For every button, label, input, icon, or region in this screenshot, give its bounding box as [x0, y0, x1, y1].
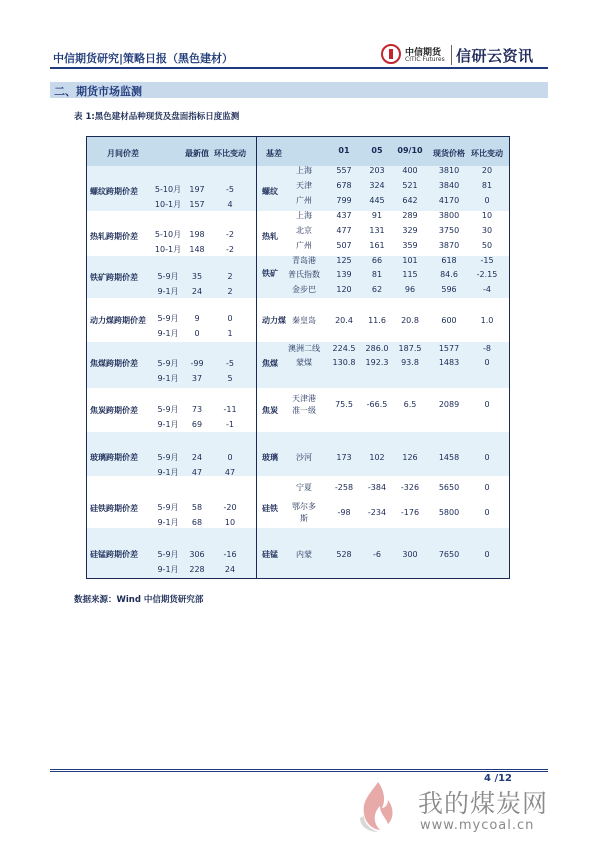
table-cell: 642 — [402, 196, 418, 205]
table-cell: 161 — [369, 241, 385, 250]
spread-name: 铁矿跨期价差 — [90, 273, 138, 282]
table-cell: 1458 — [438, 453, 460, 462]
table-cell: 3870 — [438, 241, 460, 250]
table-cell: 75.5 — [335, 400, 353, 409]
table-cell: 101 — [402, 256, 418, 265]
table-cell: 5 — [227, 374, 233, 383]
table-cell: 20.8 — [401, 316, 419, 325]
table-cell: 5800 — [438, 508, 460, 517]
basis-location: 金步巴 — [292, 285, 316, 294]
table-cell: -1 — [226, 420, 234, 429]
spread-name: 焦炭跨期价差 — [90, 406, 138, 415]
basis-location: 沙河 — [296, 453, 312, 462]
basis-location: 天津 — [296, 181, 312, 190]
table-cell: 7650 — [438, 550, 460, 559]
table-cell: -384 — [367, 483, 387, 492]
table-cell: 228 — [189, 565, 205, 574]
table-cell: -176 — [400, 508, 420, 517]
citic-logo — [381, 44, 447, 66]
table-cell: 0 — [484, 453, 490, 462]
section-title: 二、期货市场监测 — [54, 85, 142, 98]
logo-divider — [451, 45, 452, 65]
basis-name: 玻璃 — [262, 453, 278, 462]
table-cell: -326 — [400, 483, 420, 492]
basis-location: 普氏指数 — [288, 270, 320, 279]
spread-name: 动力煤跨期价差 — [90, 316, 146, 325]
table-cell: 0 — [484, 508, 490, 517]
table-cell: -11 — [223, 405, 237, 414]
table-cell: 5-9月 — [157, 272, 179, 281]
table-cell: 3750 — [438, 226, 460, 235]
basis-location: 青岛港 — [292, 256, 316, 265]
basis-location: 鄂尔多 — [292, 502, 316, 511]
basis-name: 动力煤 — [262, 316, 286, 325]
table-cell: 4 — [227, 200, 233, 209]
footer-rule — [50, 769, 548, 770]
table-cell: 37 — [191, 374, 203, 383]
footer-rule-2 — [50, 771, 548, 772]
basis-location: 澳洲二线 — [288, 344, 320, 353]
table-cell: 130.8 — [332, 358, 356, 367]
table-cell: 5-10月 — [154, 185, 182, 194]
table-cell: 0 — [484, 358, 490, 367]
table-cell: 102 — [369, 453, 385, 462]
table-cell: 0 — [484, 483, 490, 492]
table-cell: 81 — [371, 270, 383, 279]
table-cell: 10 — [224, 518, 236, 527]
table-cell: 91 — [371, 211, 383, 220]
table-cell: 1577 — [438, 344, 460, 353]
table-cell: 20 — [481, 166, 493, 175]
table-cell: -4 — [483, 285, 491, 294]
header-spot-price: 现货价格 — [433, 149, 465, 158]
table-cell: 600 — [441, 316, 457, 325]
table-cell: 521 — [402, 181, 418, 190]
table-cell: -20 — [223, 503, 237, 512]
table-cell: 289 — [402, 211, 418, 220]
table-cell: 197 — [189, 185, 205, 194]
table-cell: 678 — [336, 181, 352, 190]
header-latest: 最新值 — [185, 149, 209, 158]
table-cell: 203 — [369, 166, 385, 175]
table-cell: 126 — [402, 453, 418, 462]
table-cell: 5-9月 — [157, 453, 179, 462]
table-cell: 9-1月 — [157, 329, 179, 338]
table-cell: 96 — [404, 285, 416, 294]
table-cell: 507 — [336, 241, 352, 250]
table-cell: -2 — [226, 245, 234, 254]
table-cell: 9-1月 — [157, 518, 179, 527]
table-cell: 68 — [191, 518, 203, 527]
table-cell: 0 — [227, 314, 233, 323]
logo-cn: 中信期货 — [405, 48, 442, 58]
table-cell: 157 — [189, 200, 205, 209]
basis-location: 广州 — [296, 196, 312, 205]
table-cell: 224.5 — [332, 344, 356, 353]
table-cell: 0 — [227, 453, 233, 462]
table-cell: 0 — [194, 329, 200, 338]
basis-name: 热轧 — [262, 232, 278, 241]
table-cell: 596 — [441, 285, 457, 294]
table-cell: 10-1月 — [154, 245, 182, 254]
spread-name: 玻璃跨期价差 — [90, 453, 138, 462]
basis-location: 上海 — [296, 211, 312, 220]
table-cell: 359 — [402, 241, 418, 250]
table-caption: 表 1:黑色建材品种现货及盘面指标日度监测 — [74, 112, 240, 122]
section-banner — [50, 82, 548, 98]
citic-logo-icon — [381, 44, 401, 64]
table-cell: 115 — [402, 270, 418, 279]
basis-name: 硅铁 — [262, 504, 278, 513]
table-cell: 24 — [191, 287, 203, 296]
table-cell: 400 — [402, 166, 418, 175]
header-spot-change: 环比变动 — [471, 149, 503, 158]
table-cell: 477 — [336, 226, 352, 235]
table-cell: 0 — [484, 400, 490, 409]
table-cell: 9-1月 — [157, 420, 179, 429]
table-cell: 198 — [189, 230, 205, 239]
table-cell: 6.5 — [403, 400, 417, 409]
logo-en: CITIC Futures — [405, 56, 445, 63]
table-cell: 3840 — [438, 181, 460, 190]
table-cell: 9-1月 — [157, 468, 179, 477]
table-cell: 2 — [227, 272, 233, 281]
header-rule — [50, 67, 548, 69]
basis-location: 北京 — [296, 226, 312, 235]
table-cell: 1483 — [438, 358, 460, 367]
table-cell: 9-1月 — [157, 287, 179, 296]
table-cell: 437 — [336, 211, 352, 220]
table-cell: 445 — [369, 196, 385, 205]
table-cell: -2.15 — [476, 270, 498, 279]
table-cell: 1.0 — [480, 316, 494, 325]
table-cell: -16 — [223, 550, 237, 559]
table-cell: -6 — [373, 550, 381, 559]
table-cell: 306 — [189, 550, 205, 559]
table-cell: -2 — [226, 230, 234, 239]
table-cell: 2089 — [438, 400, 460, 409]
basis-name: 焦煤 — [262, 359, 278, 368]
brand-name: 信研云资讯 — [456, 47, 534, 65]
table-cell: 30 — [481, 226, 493, 235]
table-cell: 187.5 — [398, 344, 422, 353]
table-cell: -15 — [480, 256, 494, 265]
table-cell: 73 — [191, 405, 203, 414]
table-divider — [256, 136, 257, 579]
header-01: 01 — [338, 146, 350, 155]
table-cell: 11.6 — [368, 316, 386, 325]
table-cell: 148 — [189, 245, 205, 254]
table-cell: 84.6 — [440, 270, 458, 279]
table-cell: 192.3 — [365, 358, 389, 367]
table-cell: 24 — [191, 453, 203, 462]
flame-logo-icon — [350, 778, 406, 834]
table-cell: 139 — [336, 270, 352, 279]
basis-name: 铁矿 — [262, 269, 278, 278]
basis-location: 广州 — [296, 241, 312, 250]
basis-location: 宁夏 — [296, 483, 312, 492]
report-title: 中信期货研究|策略日报（黑色建材） — [53, 52, 234, 65]
table-cell: 2 — [227, 287, 233, 296]
table-cell: 81 — [481, 181, 493, 190]
table-cell: 5-10月 — [154, 230, 182, 239]
table-cell: -99 — [190, 359, 204, 368]
table-cell: 10-1月 — [154, 200, 182, 209]
header-change: 环比变动 — [214, 149, 246, 158]
table-cell: 618 — [441, 256, 457, 265]
header-0910: 09/10 — [397, 146, 423, 155]
basis-name: 焦炭 — [262, 406, 278, 415]
table-cell: 125 — [336, 256, 352, 265]
table-cell: 35 — [191, 272, 203, 281]
basis-location: 内蒙 — [296, 550, 312, 559]
table-cell: -66.5 — [366, 400, 388, 409]
basis-location-line2: 斯 — [300, 514, 308, 523]
basis-location: 天津港 — [292, 394, 316, 403]
basis-name: 硅锰 — [262, 550, 278, 559]
table-cell: 9 — [194, 314, 200, 323]
basis-location: 上海 — [296, 166, 312, 175]
table-cell: 93.8 — [401, 358, 419, 367]
table-cell: 5-9月 — [157, 405, 179, 414]
basis-location: 秦皇岛 — [292, 316, 316, 325]
page-number: 4 /12 — [484, 773, 513, 784]
table-cell: 4170 — [438, 196, 460, 205]
basis-location-line2: 准一级 — [292, 406, 316, 415]
table-cell: 9-1月 — [157, 374, 179, 383]
table-cell: -8 — [483, 344, 491, 353]
table-cell: 324 — [369, 181, 385, 190]
table-cell: 50 — [481, 241, 493, 250]
watermark-text: 我的煤炭网 — [418, 789, 549, 818]
table-cell: 69 — [191, 420, 203, 429]
spread-name: 焦煤跨期价差 — [90, 359, 138, 368]
table-cell: 5-9月 — [157, 503, 179, 512]
table-cell: 5-9月 — [157, 550, 179, 559]
spread-name: 硅锰跨期价差 — [90, 550, 138, 559]
table-cell: 131 — [369, 226, 385, 235]
spread-name: 热轧跨期价差 — [90, 232, 138, 241]
data-source: 数据来源：Wind 中信期货研究部 — [74, 595, 204, 605]
table-cell: -5 — [226, 185, 234, 194]
header-05: 05 — [371, 146, 383, 155]
table-cell: 5650 — [438, 483, 460, 492]
basis-name: 螺纹 — [262, 187, 278, 196]
table-cell: 528 — [336, 550, 352, 559]
table-cell: 120 — [336, 285, 352, 294]
table-cell: 329 — [402, 226, 418, 235]
table-cell: 557 — [336, 166, 352, 175]
table-cell: 799 — [336, 196, 352, 205]
spread-name: 螺纹跨期价差 — [90, 187, 138, 196]
table-cell: 58 — [191, 503, 203, 512]
table-cell: -98 — [337, 508, 351, 517]
spread-name: 硅铁跨期价差 — [90, 504, 138, 513]
header-basis: 基差 — [266, 149, 282, 158]
table-cell: 1 — [227, 329, 233, 338]
basis-location: 蒙煤 — [296, 358, 312, 367]
table-cell: 47 — [191, 468, 203, 477]
table-cell: 5-9月 — [157, 359, 179, 368]
monitor-table — [86, 136, 510, 579]
table-cell: 3800 — [438, 211, 460, 220]
table-cell: 0 — [484, 196, 490, 205]
table-cell: 5-9月 — [157, 314, 179, 323]
table-cell: -258 — [334, 483, 354, 492]
header-month-spread: 月间价差 — [107, 149, 139, 158]
table-cell: -5 — [226, 359, 234, 368]
table-cell: 3810 — [438, 166, 460, 175]
table-cell: 20.4 — [335, 316, 353, 325]
table-cell: 9-1月 — [157, 565, 179, 574]
table-cell: 173 — [336, 453, 352, 462]
table-cell: 10 — [481, 211, 493, 220]
table-cell: 24 — [224, 565, 236, 574]
table-cell: -234 — [367, 508, 387, 517]
table-cell: 300 — [402, 550, 418, 559]
table-cell: 286.0 — [365, 344, 389, 353]
watermark-url: www.mycoal.cn — [420, 818, 535, 833]
table-cell: 62 — [371, 285, 383, 294]
table-cell: 66 — [371, 256, 383, 265]
table-cell: 47 — [224, 468, 236, 477]
table-cell: 0 — [484, 550, 490, 559]
